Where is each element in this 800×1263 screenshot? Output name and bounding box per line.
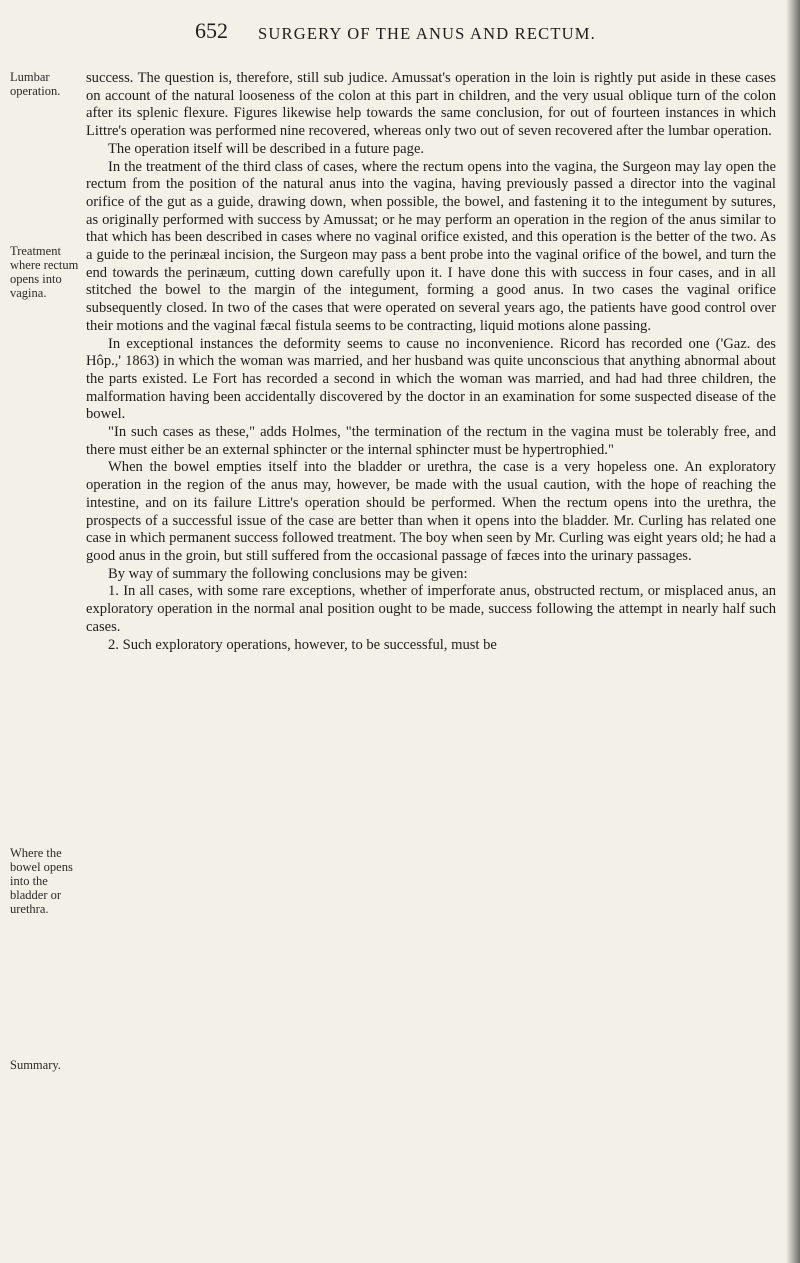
margin-note-summary: Summary. [10, 1058, 61, 1072]
paragraph: By way of summary the following conclusions may be given: [108, 565, 468, 582]
paragraph: In the treatment of the third class of cases, where the rectum opens into the vagina, the Surgeon may lay open the rectum from the position of the natural anus into the vagina, having previously passed a director into the vaginal orifice of the gut as a guide, drawing down, when possible, the bowel, and fastening it to the integument by sutures, as originally performed with success by Amussat; or he may perform an operation in the region of the anus similar to that which has been described in cases where no vaginal orifice existed, and this operation is the better of the two. As a guide to the perinæal incision, the Surgeon may pass a bent probe into the vaginal orifice of the bowel, and turn the end towards the perinæum, cutting down carefully upon it. I have done this with success in four cases, and in all stitched the bowel to the margin of the integument, forming a good anus. In two cases the vaginal orifice subsequently closed. In two of the cases that were operated on several years ago, the patients have good control over their motions and the vaginal fæcal fistula seems to be contracting, liquid motions alone passing. [86, 158, 776, 334]
running-title: SURGERY OF THE ANUS AND RECTUM. [258, 24, 596, 43]
margin-note-rectum-vagina: Treatment where rectum opens into vagina. [10, 244, 79, 300]
page-number: 652 [195, 18, 228, 43]
summary-item: 2. Such exploratory operations, however, to be successful, must be [108, 636, 497, 653]
paragraph: In exceptional instances the deformity seems to cause no inconvenience. Ricord has recorded one ('Gaz. des Hôp.,' 1863) in which the woman was married, and her husband was quite unconscious that anything abnormal about the parts existed. Le Fort has recorded a second in which the woman was married, and had had three children, the malformation having been accidentally discovered by the doctor in an examination for some suspected disease of the bowel. [86, 335, 776, 423]
margin-note-bladder-urethra: Where the bowel opens into the bladder or urethra. [10, 846, 73, 916]
page-header [0, 16, 800, 56]
page-edge-shadow [786, 0, 800, 1263]
summary-item: 1. In all cases, with some rare exceptions, whether of imperforate anus, obstructed rectum, or misplaced anus, an exploratory operation in the normal anal position ought to be made, success following the attempt in nearly half such cases. [86, 583, 776, 635]
paragraph: The operation itself will be described in a future page. [108, 140, 425, 157]
body-text [86, 70, 776, 654]
paragraph: "In such cases as these," adds Holmes, "the termination of the rectum in the vagina must be tolerably free, and there must either be an external sphincter or the internal sphincter must be hypertrophied." [86, 424, 776, 458]
margin-note-lumbar-operation: Lumbar operation. [10, 70, 61, 98]
paragraph: success. The question is, therefore, still sub judice. Amussat's operation in the loin is rightly put aside in these cases on account of the natural looseness of the colon at this part in children, and the very usual oblique turn of the colon after its splenic flexure. Figures likewise help towards the same conclusion, for out of fourteen instances in which Littre's operation was performed nine recovered, whereas only two out of seven recovered after the lumbar operation. [86, 70, 776, 140]
paragraph: When the bowel empties itself into the bladder or urethra, the case is a very hopeless one. An exploratory operation in the region of the anus may, however, be made with the usual caution, with the hope of reaching the intestine, and on its failure Littre's operation should be performed. When the rectum opens into the urethra, the prospects of a successful issue of the case are better than when it opens into the bladder. Mr. Curling has related one case in which permanent success followed treatment. The boy when seen by Mr. Curling was eight years old; he had a good anus in the groin, but still suffered from the occasional passage of fæces into the urinary passages. [86, 459, 776, 564]
